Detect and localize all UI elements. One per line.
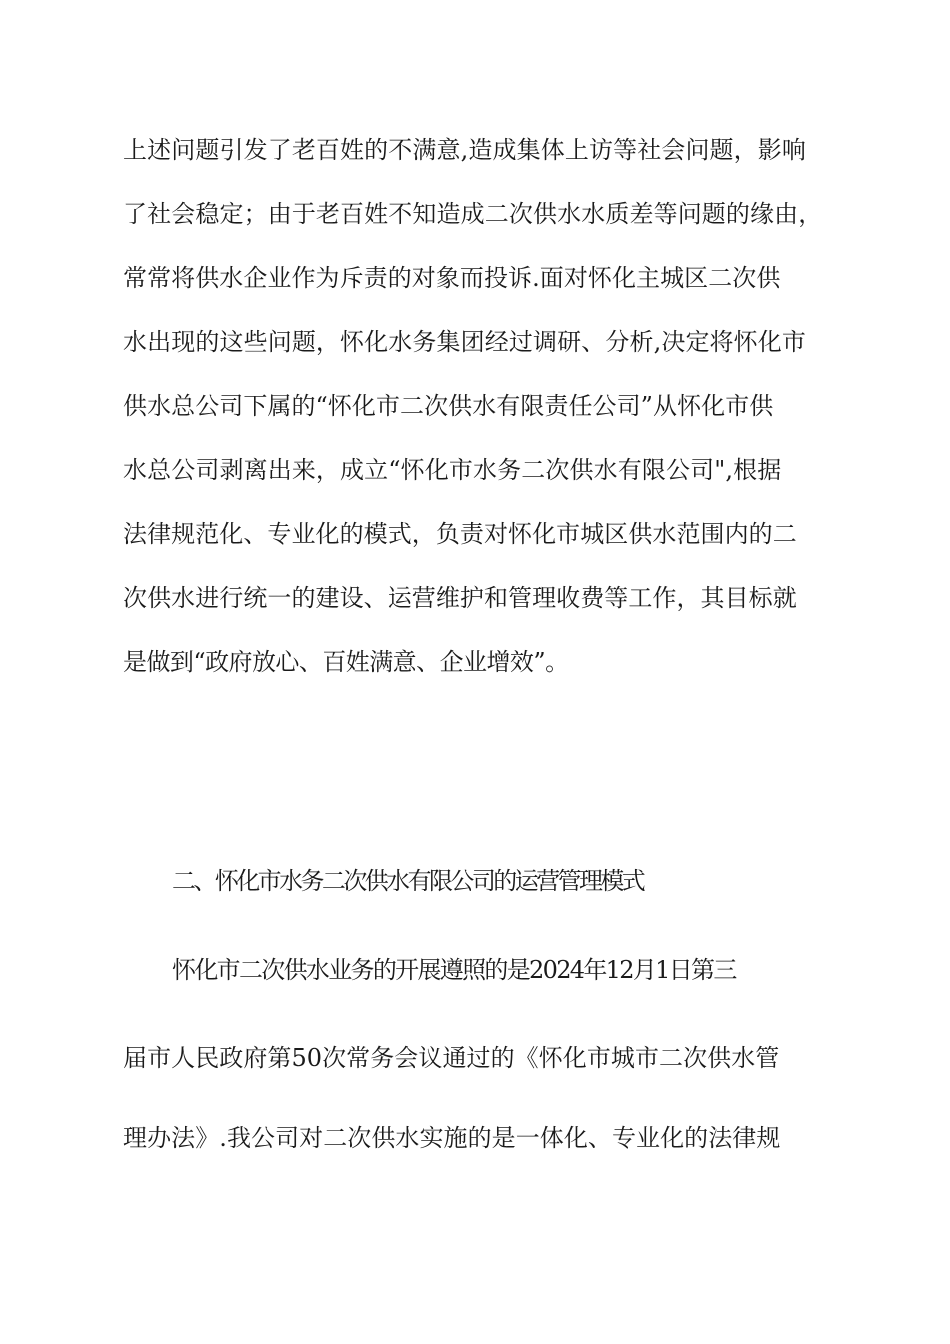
paragraph-2-line-1: 怀化市二次供水业务的开展遵照的是2024年12月1日第三 [172,956,736,984]
paragraph-1-line-3: 常常将供水企业作为斥责的对象而投诉.面对怀化主城区二次供 [123,264,781,292]
paragraph-1-line-7: 法律规范化、专业化的模式，负责对怀化市城区供水范围内的二 [123,520,797,548]
section-heading: 二、怀化市水务二次供水有限公司的运营管理模式 [172,867,644,895]
paragraph-1-line-2: 了社会稳定；由于老百姓不知造成二次供水水质差等问题的缘由， [123,200,823,228]
paragraph-1-line-6: 水总公司剥离出来，成立“怀化市水务二次供水有限公司",根据 [123,456,782,484]
paragraph-2-line-2: 届市人民政府第50次常务会议通过的《怀化市城市二次供水管 [123,1044,780,1072]
paragraph-2-line-3: 理办法》.我公司对二次供水实施的是一体化、专业化的法律规 [123,1124,781,1152]
paragraph-1-line-1: 上述问题引发了老百姓的不满意,造成集体上访等社会问题，影响 [123,136,807,164]
paragraph-1-line-5: 供水总公司下属的“怀化市二次供水有限责任公司”从怀化市供 [123,392,774,420]
paragraph-1-line-9: 是做到“政府放心、百姓满意、企业增效”。 [123,648,569,676]
paragraph-1-line-8: 次供水进行统一的建设、运营维护和管理收费等工作，其目标就 [123,584,797,612]
paragraph-1-line-4: 水出现的这些问题，怀化水务集团经过调研、分析,决定将怀化市 [123,328,807,356]
